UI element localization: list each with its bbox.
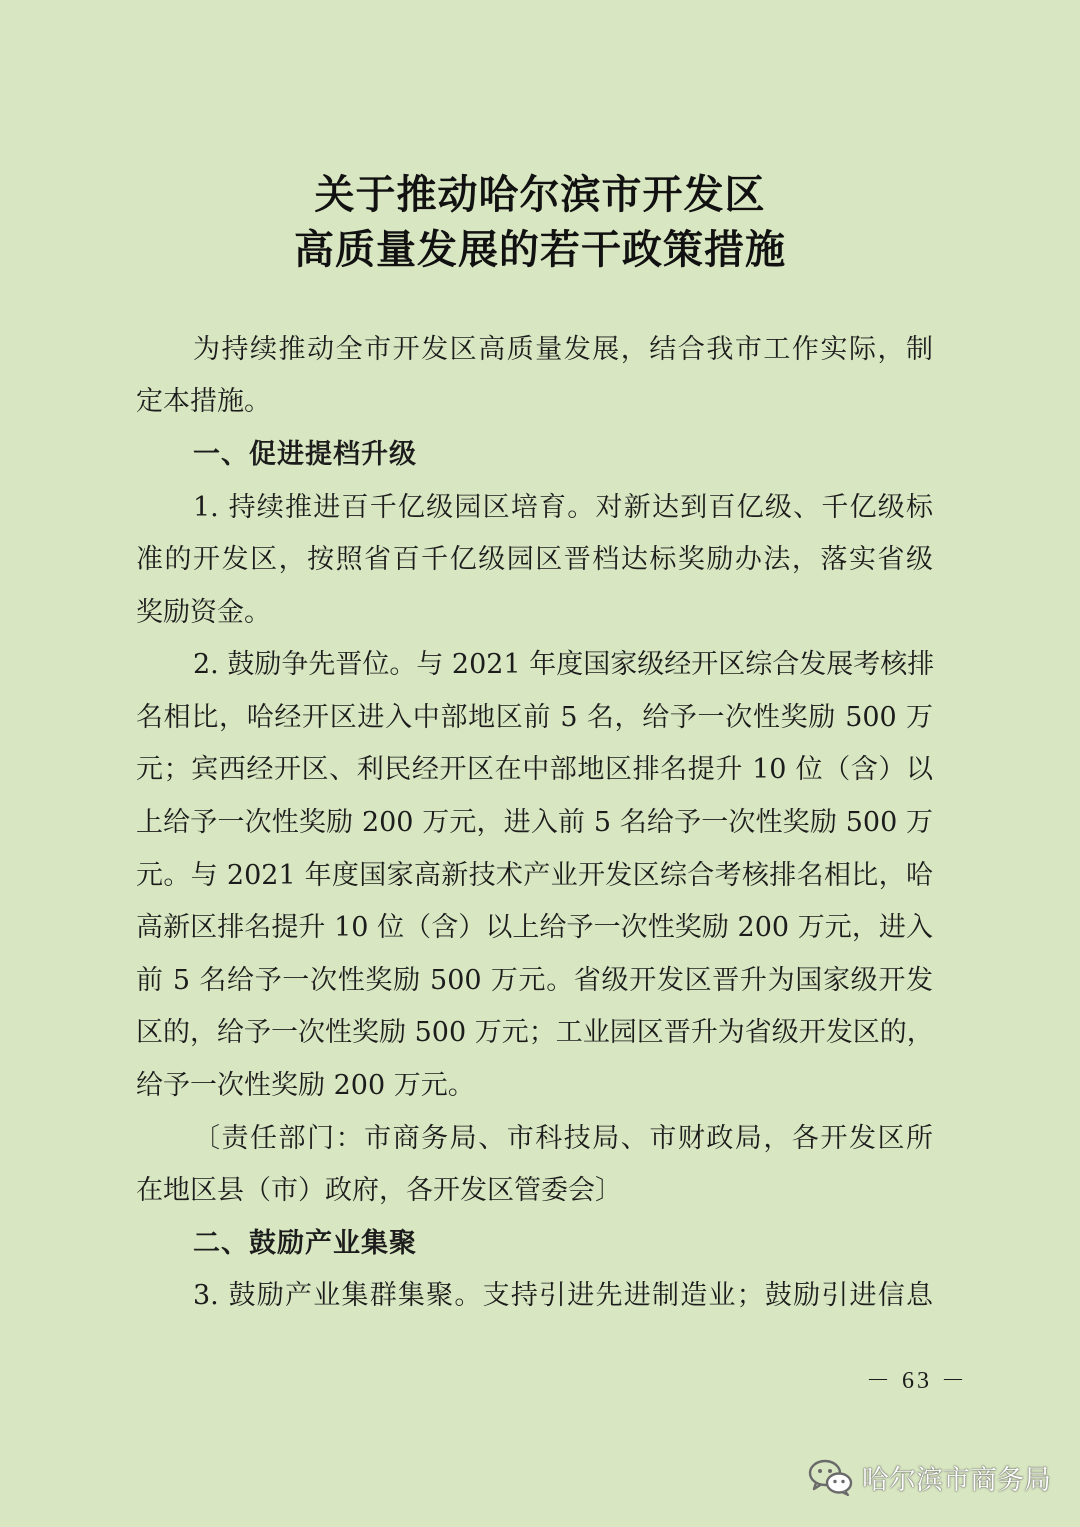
body-line: 3. 鼓励产业集群集聚。支持引进先进制造业；鼓励引进信息 [193, 1280, 933, 1311]
document-title-line-1: 关于推动哈尔滨市开发区 [314, 171, 766, 218]
body-line: 区的，给予一次性奖励 500 万元；工业园区晋升为省级开发区的， [136, 1017, 934, 1048]
wechat-watermark [808, 1455, 1051, 1499]
body-line: 2. 鼓励争先晋位。与 2021 年度国家级经开区综合发展考核排 [193, 649, 935, 680]
watermark-account-name: 哈尔滨市商务局 [862, 1464, 1051, 1496]
body-line: 准的开发区，按照省百千亿级园区晋档达标奖励办法，落实省级 [136, 544, 933, 575]
body-line: 前 5 名给予一次性奖励 500 万元。省级开发区晋升为国家级开发 [136, 965, 933, 996]
responsibility-note: 在地区县（市）政府，各开发区管委会〕 [136, 1175, 622, 1206]
body-line: 名相比，哈经开区进入中部地区前 5 名，给予一次性奖励 500 万 [136, 702, 933, 733]
document-title-line-2: 高质量发展的若干政策措施 [294, 226, 786, 273]
wechat-icon [808, 1457, 854, 1497]
body-line: 1. 持续推进百千亿级园区培育。对新达到百亿级、千亿级标 [193, 492, 933, 523]
section-heading-1: 一、促进提档升级 [193, 439, 417, 470]
body-line: 为持续推动全市开发区高质量发展，结合我市工作实际，制 [193, 334, 933, 365]
page-number: － 63 － [866, 1368, 968, 1394]
section-heading-2: 二、鼓励产业集聚 [193, 1228, 417, 1259]
body-line: 元。与 2021 年度国家高新技术产业开发区综合考核排名相比，哈 [136, 860, 933, 891]
body-line: 高新区排名提升 10 位（含）以上给予一次性奖励 200 万元，进入 [136, 912, 933, 943]
body-line: 上给予一次性奖励 200 万元，进入前 5 名给予一次性奖励 500 万 [136, 807, 933, 838]
body-line: 定本措施。 [136, 386, 271, 417]
body-line: 元；宾西经开区、利民经开区在中部地区排名提升 10 位（含）以 [136, 754, 933, 785]
body-line: 奖励资金。 [136, 597, 271, 628]
body-line: 给予一次性奖励 200 万元。 [136, 1070, 475, 1101]
responsibility-note: 〔责任部门：市商务局、市科技局、市财政局，各开发区所 [193, 1123, 933, 1154]
